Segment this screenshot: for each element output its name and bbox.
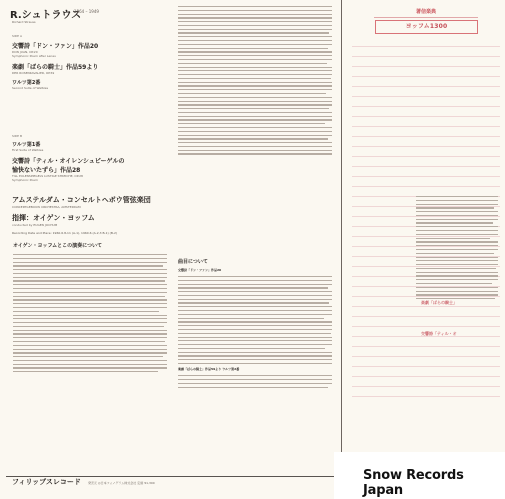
work-b2-sub2: Symphonic Poem [12,178,38,182]
work-a2-sub1: DER ROSENKAVALIER, OP.59 [12,71,55,75]
work-b2-sub1: TILL EULENSPIEGELS LUSTIGE STREICHE, OP.28 [12,174,83,178]
work-a3-title: ワルツ第2番 [12,80,41,86]
watermark-box [334,452,505,499]
notes-subheading-1: 交響詩「ドン・ファン」作品20 [178,268,222,272]
work-b1-sub1: First Suite of Waltzes [12,148,44,152]
performers-block [12,195,172,235]
conductor-name: 指揮：オイゲン・ヨッフム [12,214,95,222]
side-a-label: SIDE A [12,34,23,38]
work-b1-title: ワルツ第1番 [12,142,41,148]
recording-note: Recording Date and Place: 1960.6.8-11 (A-1), 1960.6 (A-2,3 B-1) (B-2) [12,231,118,235]
work-b2-title-cont: 愉快ないたずら」作品28 [12,167,81,174]
program-item-a2 [12,62,98,75]
right-mark-1: 楽劇「ばらの騎士」 [421,300,457,305]
jochum-essay [13,242,173,462]
essay-lines [13,254,173,372]
composer-name: R.シュトラウス [10,10,82,21]
composer-name-en: Richard Strauss [12,20,36,24]
upper-essay-column [178,6,336,242]
work-a2-title: 楽劇「ばらの騎士」作品59より [12,64,99,71]
right-panel-text [416,196,500,376]
program-item-a3 [12,79,98,90]
notes-subheading-2: 楽劇「ばらの騎士」作品59より ワルツ第2番 [178,367,240,372]
series-badge: ヨッフム1300 [375,20,478,34]
left-panel [6,6,336,468]
right-mark-2: 交響詩「ティル・オ [421,331,457,336]
work-a1-sub1: DON JUAN, OP.20 [12,50,38,54]
right-panel-grid [352,46,500,402]
footer [6,476,336,489]
fold-line [341,0,342,499]
side-b-label: SIDE B [12,134,23,138]
watermark-text: Snow Records Japan [363,468,464,498]
right-header [352,8,500,44]
work-b2-title: 交響詩「ティル・オイレンシュピーゲルの [12,158,125,165]
program-item-b1 [12,141,124,152]
notes-lines-1 [178,276,336,364]
program-item-b2 [12,156,124,182]
side-a-block [12,34,98,90]
upper-essay-lines [178,6,336,155]
conductor-name-en: conducted by EUGEN JOCHUM [12,223,58,227]
notes-heading: 曲目について [178,259,208,265]
work-a1-sub2: Symphonic Poem after Lenau [12,54,56,58]
right-title: 著信楽典 [415,9,436,15]
orchestra-name-en: CONCERTGEBOUW ORCHESTRA, AMSTERDAM [12,205,81,209]
label-brand: フィリップスレコード [12,478,81,486]
work-a1-title: 交響詩「ドン・ファン」作品20 [12,43,99,50]
side-b-block [12,134,124,182]
program-notes-column [178,258,336,462]
work-a3-sub1: Second Suite of Waltzes [12,86,49,90]
essay-heading: オイゲン・ヨッフムとこの演奏について [13,243,103,249]
program-item-a1 [12,41,98,58]
notes-lines-2 [178,375,336,388]
footer-note: 発売元 ◎日本フォノグラム株式会社 定価 ¥1,300 [88,481,155,485]
composer-years: 1864 – 1949 [74,9,99,14]
orchestra-name: アムステルダム・コンセルトヘボウ管弦楽団 [12,196,151,204]
